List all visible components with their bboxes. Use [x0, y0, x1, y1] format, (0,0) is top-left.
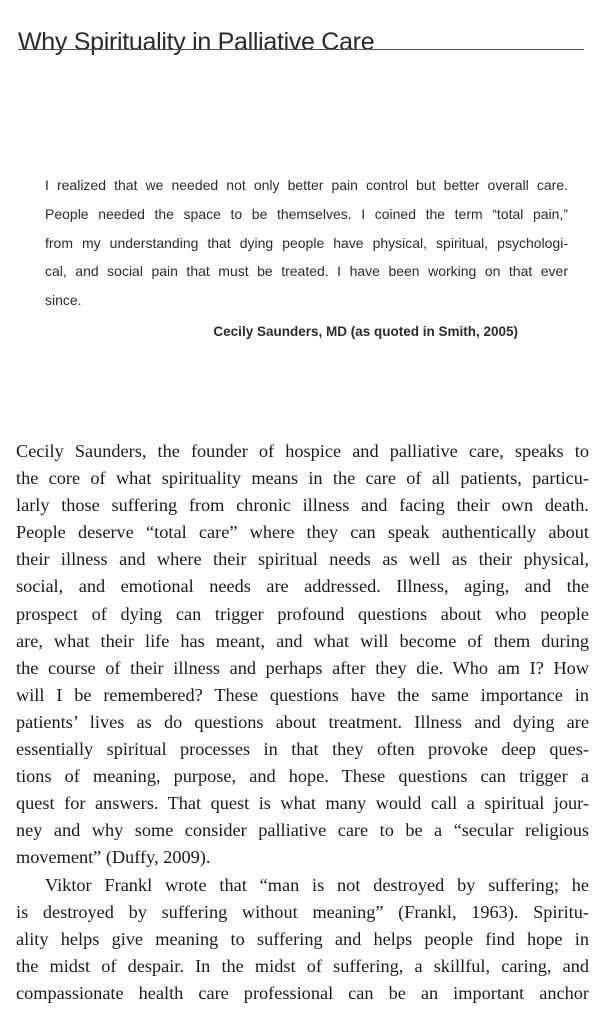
- epigraph-quote: [45, 171, 577, 315]
- text-line: People deserve “total care” where they can speak authentically about: [16, 522, 589, 543]
- title-divider: [18, 49, 584, 50]
- text-line: ality helps give meaning to suffering and helps people find hope in: [16, 928, 589, 949]
- text-line: the core of what spirituality means in the care of all patients, particu-: [16, 468, 589, 489]
- quote-line: People needed the space to be themselves. I coined the term “total pain,”: [45, 205, 568, 222]
- text-line: Viktor Frankl wrote that “man is not destroyed by suffering; he: [45, 874, 589, 895]
- text-line: are, what their life has meant, and what will become of them during: [16, 630, 589, 651]
- text-line: prospect of dying can trigger profound questions about who people: [16, 603, 589, 624]
- text-line: their illness and where their spiritual needs as well as their physical,: [16, 549, 589, 570]
- text-line: will I be remembered? These questions have the same importance in: [16, 684, 589, 705]
- text-line: patients’ lives as do questions about treatment. Illness and dying are: [16, 711, 589, 732]
- text-line: tions of meaning, purpose, and hope. These questions can trigger a: [16, 766, 589, 787]
- text-line: compassionate health care professional can be an important anchor: [16, 982, 589, 1003]
- quote-line: I realized that we needed not only better pain control but better overall care.: [45, 177, 568, 193]
- paragraph: [16, 438, 589, 872]
- paragraph: [16, 872, 589, 1007]
- text-line: social, and emotional needs are addressed. Illness, aging, and the: [16, 576, 589, 597]
- text-line: larly those suffering from chronic illness and facing their own death.: [16, 495, 589, 516]
- quote-line: since.: [45, 292, 82, 309]
- text-line: movement” (Duffy, 2009).: [16, 847, 211, 868]
- text-line: the midst of despair. In the midst of suffering, a skillful, caring, and: [16, 955, 589, 976]
- text-line: essentially spiritual processes in that they often provoke deep ques-: [16, 739, 589, 760]
- text-line: ney and why some consider palliative care to be a “secular religious: [16, 820, 589, 841]
- body-text: [16, 438, 589, 1007]
- text-line: the course of their illness and perhaps after they die. Who am I? How: [16, 657, 589, 678]
- quote-attribution: Cecily Saunders, MD (as quoted in Smith, 2005): [213, 324, 518, 339]
- page-title: Why Spirituality in Palliative Care: [18, 27, 375, 56]
- text-line: quest for answers. That quest is what many would call a spiritual jour-: [16, 793, 589, 814]
- text-line: Cecily Saunders, the founder of hospice and palliative care, speaks to: [16, 441, 589, 461]
- text-line: is destroyed by suffering without meaning” (Frankl, 1963). Spiritu-: [16, 901, 589, 922]
- quote-line: from my understanding that dying people have physical, spiritual, psychologi-: [45, 234, 568, 251]
- quote-line: cal, and social pain that must be treated. I have been working on that ever: [45, 263, 568, 280]
